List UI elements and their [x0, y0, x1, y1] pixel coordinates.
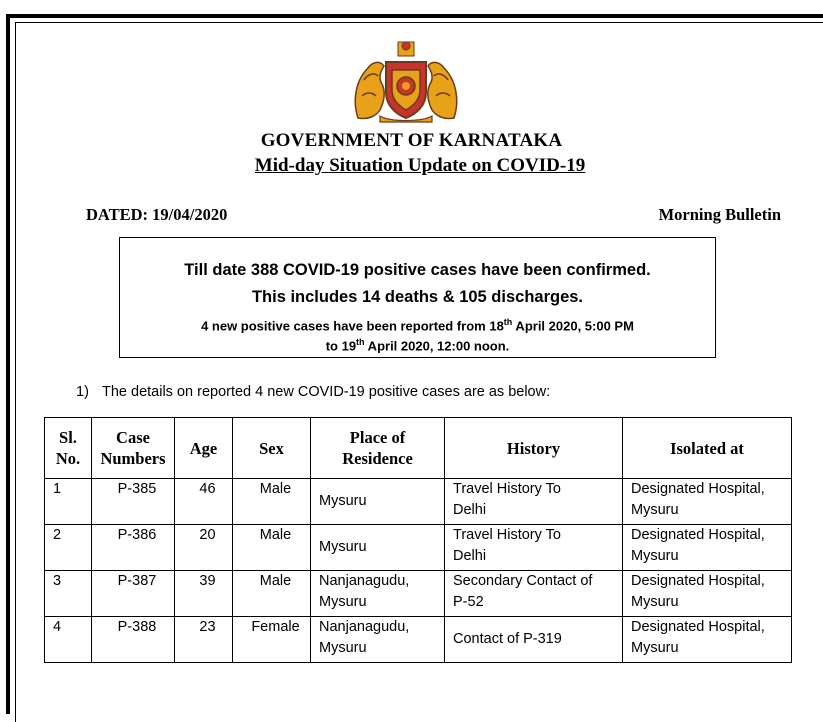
cell-case: P-387 — [92, 571, 175, 617]
cell-place: Mysuru — [311, 525, 445, 571]
cell-sex: Male — [233, 525, 311, 571]
cases-table — [44, 417, 792, 663]
cell-sl: 2 — [45, 525, 92, 571]
cell-case: P-385 — [92, 479, 175, 525]
table-row — [45, 617, 792, 663]
details-number: 1) — [76, 384, 89, 400]
cell-place: Nanjanagudu, Mysuru — [311, 571, 445, 617]
cell-age: 39 — [175, 571, 233, 617]
cell-sl: 3 — [45, 571, 92, 617]
cell-history: Travel History To Delhi — [445, 479, 623, 525]
table-row — [45, 479, 792, 525]
cell-isolated: Designated Hospital, Mysuru — [623, 571, 792, 617]
header-case-numbers: Case Numbers — [92, 418, 175, 479]
dated-label: DATED: 19/04/2020 — [86, 205, 228, 224]
cell-sex: Male — [233, 571, 311, 617]
karnataka-emblem-icon — [350, 40, 462, 124]
cell-age: 23 — [175, 617, 233, 663]
summary-confirmed: Till date 388 COVID-19 positive cases have been confirmed. — [184, 261, 651, 279]
cell-isolated: Designated Hospital, Mysuru — [623, 617, 792, 663]
table-row — [45, 571, 792, 617]
cell-isolated: Designated Hospital, Mysuru — [623, 525, 792, 571]
summary-deaths-discharges: This includes 14 deaths & 105 discharges. — [251, 288, 584, 306]
cell-sl: 4 — [45, 617, 92, 663]
table-header-row — [45, 418, 792, 479]
table-row — [45, 525, 792, 571]
cell-place: Nanjanagudu, Mysuru — [311, 617, 445, 663]
cell-age: 20 — [175, 525, 233, 571]
bulletin-label: Morning Bulletin — [658, 205, 781, 224]
cell-sex: Female — [233, 617, 311, 663]
cell-case: P-386 — [92, 525, 175, 571]
cell-sex: Male — [233, 479, 311, 525]
header-sex: Sex — [233, 418, 311, 479]
cell-isolated: Designated Hospital, Mysuru — [623, 479, 792, 525]
summary-new-cases-to: to 19th April 2020, 12:00 noon. — [325, 337, 510, 354]
cell-place: Mysuru — [311, 479, 445, 525]
header-sl-no: Sl. No. — [45, 418, 92, 479]
summary-new-cases-from: 4 new positive cases have been reported from 18th April 2020, 5:00 PM — [201, 317, 634, 334]
details-text: The details on reported 4 new COVID-19 positive cases are as below: — [102, 384, 551, 400]
details-heading — [76, 384, 550, 400]
header-place: Place of Residence — [311, 418, 445, 479]
header-history: History — [445, 418, 623, 479]
cell-sl: 1 — [45, 479, 92, 525]
cell-history: Contact of P-319 — [445, 617, 623, 663]
cell-history: Secondary Contact of P-52 — [445, 571, 623, 617]
header-isolated: Isolated at — [623, 418, 792, 479]
cell-case: P-388 — [92, 617, 175, 663]
cell-history: Travel History To Delhi — [445, 525, 623, 571]
cell-age: 46 — [175, 479, 233, 525]
header-age: Age — [175, 418, 233, 479]
page-title: GOVERNMENT OF KARNATAKA — [260, 130, 563, 151]
summary-box — [119, 237, 716, 358]
page-subtitle: Mid-day Situation Update on COVID-19 — [254, 155, 586, 176]
